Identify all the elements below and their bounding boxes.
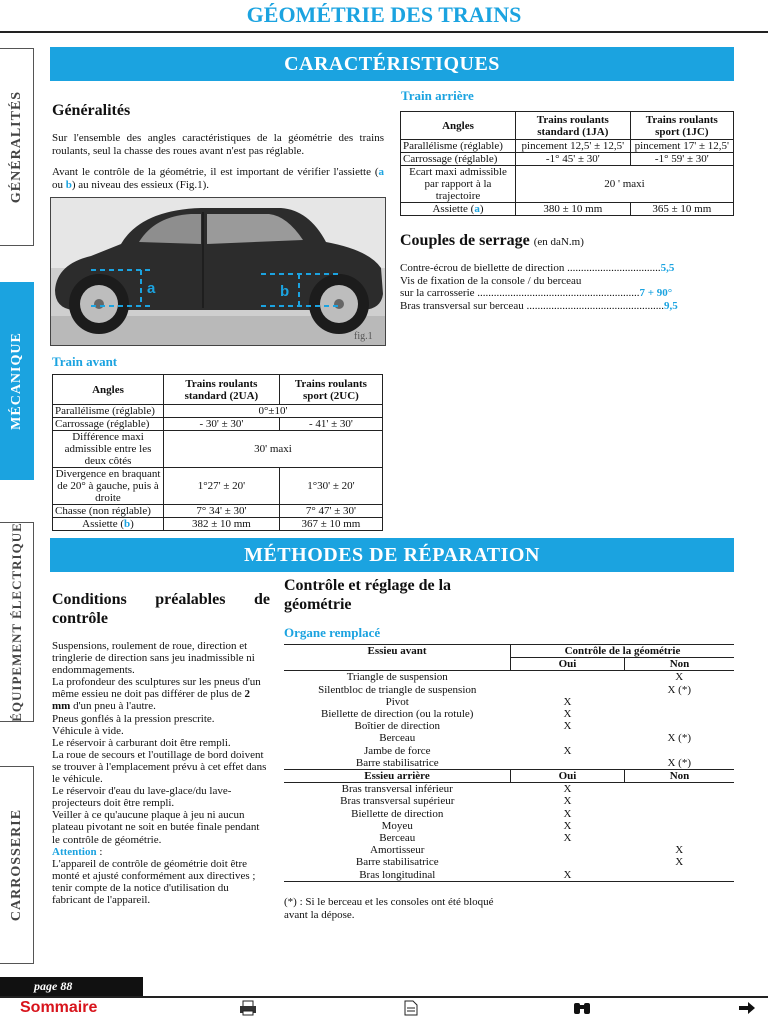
table-row: Carrossage (réglable) -1° 45' ± 30' -1° 59' ± 30' (401, 153, 734, 166)
table-row: Pivot X (385, 695, 572, 708)
tab-generalites-label: GÉNÉRALITÉS (8, 90, 24, 204)
front-wheel (69, 274, 129, 334)
train-avant-table (52, 374, 383, 531)
marker-a: a (147, 280, 156, 297)
generalites-title: Généralités (52, 102, 131, 119)
sommaire-link[interactable]: Sommaire (20, 999, 98, 1016)
tr-head-sport: Trains roulants sport (1JC) (630, 112, 733, 140)
table-row: Amortisseur X (370, 844, 684, 857)
tr-head-angles: Angles (401, 112, 516, 140)
table-row: Bras transversal supérieur X (340, 795, 572, 808)
train-arriere-title: Train arrière (401, 88, 474, 103)
table-row: Biellette de direction (ou la rotule) X (321, 708, 572, 721)
attention-label: Attention (52, 845, 97, 858)
tr-head-standard: Trains roulants standard (1JA) (516, 112, 631, 140)
ta-head-sport: Trains roulants sport (2UC) (279, 375, 382, 405)
print-icon[interactable] (239, 1000, 257, 1021)
banner-caracteristiques: CARACTÉRISTIQUES (50, 47, 734, 81)
tab-mecanique[interactable] (0, 282, 34, 480)
table-row: Barre stabilisatrice X (*) (355, 756, 692, 769)
table-row: Biellette de direction X (351, 807, 572, 820)
table-row: Bras transversal inférieur X (341, 783, 572, 796)
table-row: Boîtier de direction X (354, 720, 572, 733)
tab-mecanique-label: MÉCANIQUE (8, 332, 24, 430)
table-row: Carrossage (réglable) - 30' ± 30' - 41' ± 30' (53, 418, 383, 431)
car-photo (50, 197, 386, 346)
banner-methodes: MÉTHODES DE RÉPARATION (50, 538, 734, 572)
ta-head-standard: Trains roulants standard (2UA) (164, 375, 280, 405)
table-row: Berceau X (379, 832, 572, 845)
marker-b: b (280, 283, 290, 300)
document-icon[interactable] (404, 1000, 418, 1021)
table-row: Triangle de suspension X (346, 671, 684, 684)
couples-title: Couples de serrage (en daN.m) (400, 232, 584, 249)
page-number: page 88 (34, 979, 73, 993)
tab-equipement-electrique[interactable] (0, 522, 34, 722)
table-row: Assiette (a) 380 ± 10 mm 365 ± 10 mm (401, 203, 734, 216)
next-arrow-icon[interactable] (738, 1000, 756, 1021)
generalites-p1: Sur l'ensemble des angles caractéristiques de la géométrie des trains roulants, seul la chasse des roues avant n'est pas réglable. (52, 132, 384, 157)
table-row: Assiette (b) 382 ± 10 mm 367 ± 10 mm (53, 518, 383, 531)
couples-list (400, 262, 730, 312)
table-row: Bras longitudinal X (284, 869, 734, 882)
tab-carrosserie-label: CARROSSERIE (8, 808, 24, 922)
tab-equipement-label: ÉQUIPEMENT ÉLECTRIQUE (8, 522, 24, 722)
generalites-text (52, 132, 384, 200)
table-row: Ecart maxi admissible par rapport à la trajectoire 20 ' maxi (401, 166, 734, 203)
table-row: Barre stabilisatrice X (355, 856, 684, 869)
table-row: Silentbloc de triangle de suspension X (*) (318, 683, 692, 696)
footnote: (*) : Si le berceau et les consoles ont été bloqué avant la dépose. (284, 896, 494, 921)
list-item: sur la carrosserie ...........................................................7 + 90° (400, 287, 673, 299)
tab-generalites[interactable] (0, 48, 34, 246)
conditions-title: Conditions préalables de contrôle (52, 591, 270, 627)
controle-title: Contrôle et réglage de la géométrie (284, 577, 452, 613)
table-row: Chasse (non réglable) 7° 34' ± 30' 7° 47' ± 30' (53, 505, 383, 518)
rear-wheel (309, 274, 369, 334)
table-row: Parallélisme (réglable) pincement 12,5' ± 12,5' pincement 17' ± 12,5' (401, 140, 734, 153)
table-row: Jambe de force X (363, 744, 572, 757)
fig-label: fig.1 (354, 331, 373, 342)
tab-carrosserie[interactable] (0, 766, 34, 964)
car-illustration (51, 198, 385, 345)
conditions-text: Suspensions, roulement de roue, direction et tringlerie de direction sans jeu inadmissible ni endommagements. La profondeur des sculptures sur les pneus d'un même essieu ne doit pas différer de plus de 2 mm d'un pneu à l'autre. Pneus gonflés à la pression prescrite. Véhicule à vide. Le réservoir à carburant doit être rempli. La roue de secours et l'outillage de bord doivent se trouver à l'emplacement prévu à cet effet dans le véhicule. Le réservoir d'eau du lave-glace/du lave-projecteurs doit être rempli. Veiller à ce qu'aucune plaque à jeu ni aucun plateau pivotant ne soit en butée finale pendant le contrôle de géométrie. Attention : L'appareil de contrôle de géométrie doit être monté et ajusté conformément aux directives ; tenir compte de la notice d'utilisation du fabricant de l'appareil. (52, 640, 267, 906)
table-row: Différence maxi admissible entre les deux côtés 30' maxi (53, 431, 383, 468)
organe-title: Organe remplacé (284, 625, 381, 640)
generalites-p2: Avant le contrôle de la géométrie, il est important de vérifier l'assiette (a ou b) au niveau des essieux (Fig.1). (52, 166, 384, 191)
train-arriere-table (400, 111, 734, 216)
train-avant-title: Train avant (52, 354, 118, 369)
footer-rule (0, 996, 768, 998)
page-title: GÉOMÉTRIE DES TRAINS (246, 2, 522, 27)
title-rule (0, 31, 768, 33)
table-row: Divergence en braquant de 20° à gauche, puis à droite 1°27' ± 20' 1°30' ± 20' (53, 468, 383, 505)
table-row: Parallélisme (réglable) 0°±10' (53, 405, 383, 418)
list-item: Contre-écrou de biellette de direction ..................................5,5 (400, 262, 675, 274)
list-item: Vis de fixation de la console / du berceau (400, 274, 582, 287)
table-row: Berceau X (*) (379, 732, 692, 745)
list-item: Bras transversal sur berceau ..................................................9,5 (400, 299, 678, 312)
table-row: Moyeu X (381, 819, 572, 832)
organe-table: Essieu avant Contrôle de la géométrie Oui Non Triangle de suspension X Silentbloc de triangle de suspension X (*) Pivot X Biellette de direction (ou la rotule) X Boîtier de direction X Berceau X (*) Jambe de force X Barre stabilisatrice X (*) Essieu arrière Oui Non Bras transversal inférieur X Bras transversal supérieur X Biellette de direction X Moyeu X Berceau X Amortisseur X Barre stabilisatrice X Bras longitudinal X (284, 644, 734, 882)
binoculars-icon[interactable] (572, 1000, 592, 1021)
ta-head-angles: Angles (53, 375, 164, 405)
